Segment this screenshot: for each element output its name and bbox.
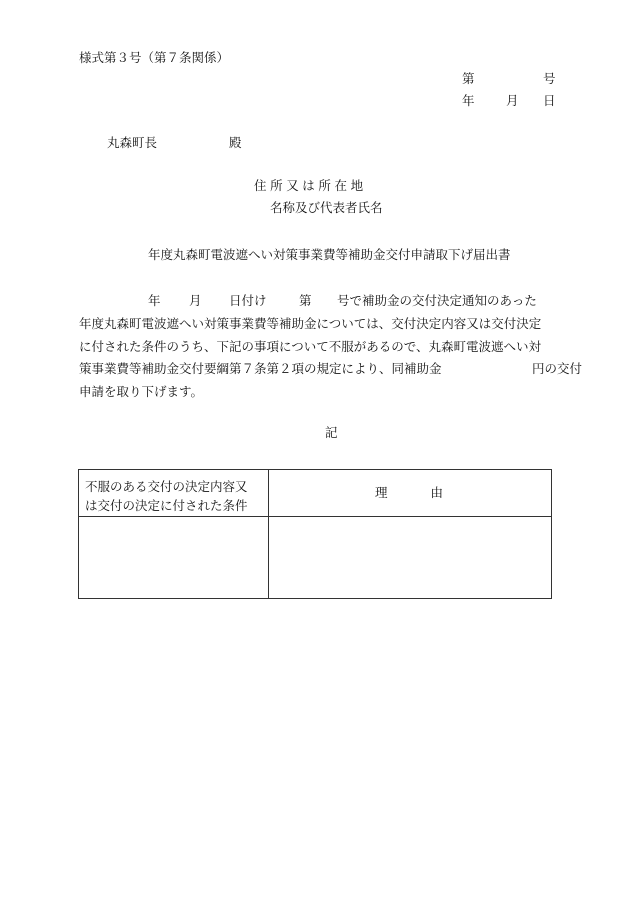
ki-heading: 記 (325, 425, 338, 440)
table-header-conditions (85, 477, 248, 515)
body-month-label: 月 (189, 293, 202, 308)
table-header-conditions-line1: 不服のある交付の決定内容又 (85, 479, 248, 494)
body-line-1-rest: 号で補助金の交付決定通知のあった (337, 293, 537, 308)
document-title: 年度丸森町電波遮へい対策事業費等補助金交付申請取下げ届出書 (148, 247, 511, 262)
table-cell-reason[interactable] (269, 517, 552, 599)
table-header-reason-part1: 理 (375, 485, 388, 500)
form-number: 様式第３号（第７条関係） (79, 50, 230, 65)
table-header-reason-part2: 由 (430, 485, 444, 500)
body-line-3: に付された条件のうち、下記の事項について不服があるので、丸森町電波遮へい対 (79, 339, 542, 354)
addressee-honorific: 殿 (229, 135, 242, 150)
body-amount-yen: 円の交付 (532, 361, 583, 376)
applicant-name-label: 名称及び代表者氏名 (270, 200, 383, 215)
body-line-5: 申請を取り下げます。 (79, 384, 204, 399)
document-number-label-go: 号 (543, 71, 556, 86)
table-header-reason (375, 487, 443, 500)
body-number-dai-label: 第 (299, 293, 312, 308)
addressee-name: 丸森町長 (107, 135, 158, 150)
body-dated-label: 日付け (229, 293, 267, 308)
body-line-4 (79, 363, 584, 376)
table-cell-conditions[interactable] (79, 517, 268, 599)
body-line-4-main: 策事業費等補助金交付要綱第７条第２項の規定により、同補助金 (79, 361, 442, 376)
body-year-label: 年 (148, 293, 161, 308)
date-year-label: 年 (462, 93, 475, 108)
applicant-address-label: 住所又は所在地 (254, 178, 367, 193)
date-day-label: 日 (543, 93, 556, 108)
table-header-conditions-line2: は交付の決定に付された条件 (85, 498, 248, 513)
body-line-2: 年度丸森町電波遮へい対策事業費等補助金については、交付決定内容又は交付決定 (79, 316, 542, 331)
date-month-label: 月 (506, 93, 519, 108)
objection-table (78, 469, 552, 599)
document-number-label-dai: 第 (462, 71, 475, 86)
